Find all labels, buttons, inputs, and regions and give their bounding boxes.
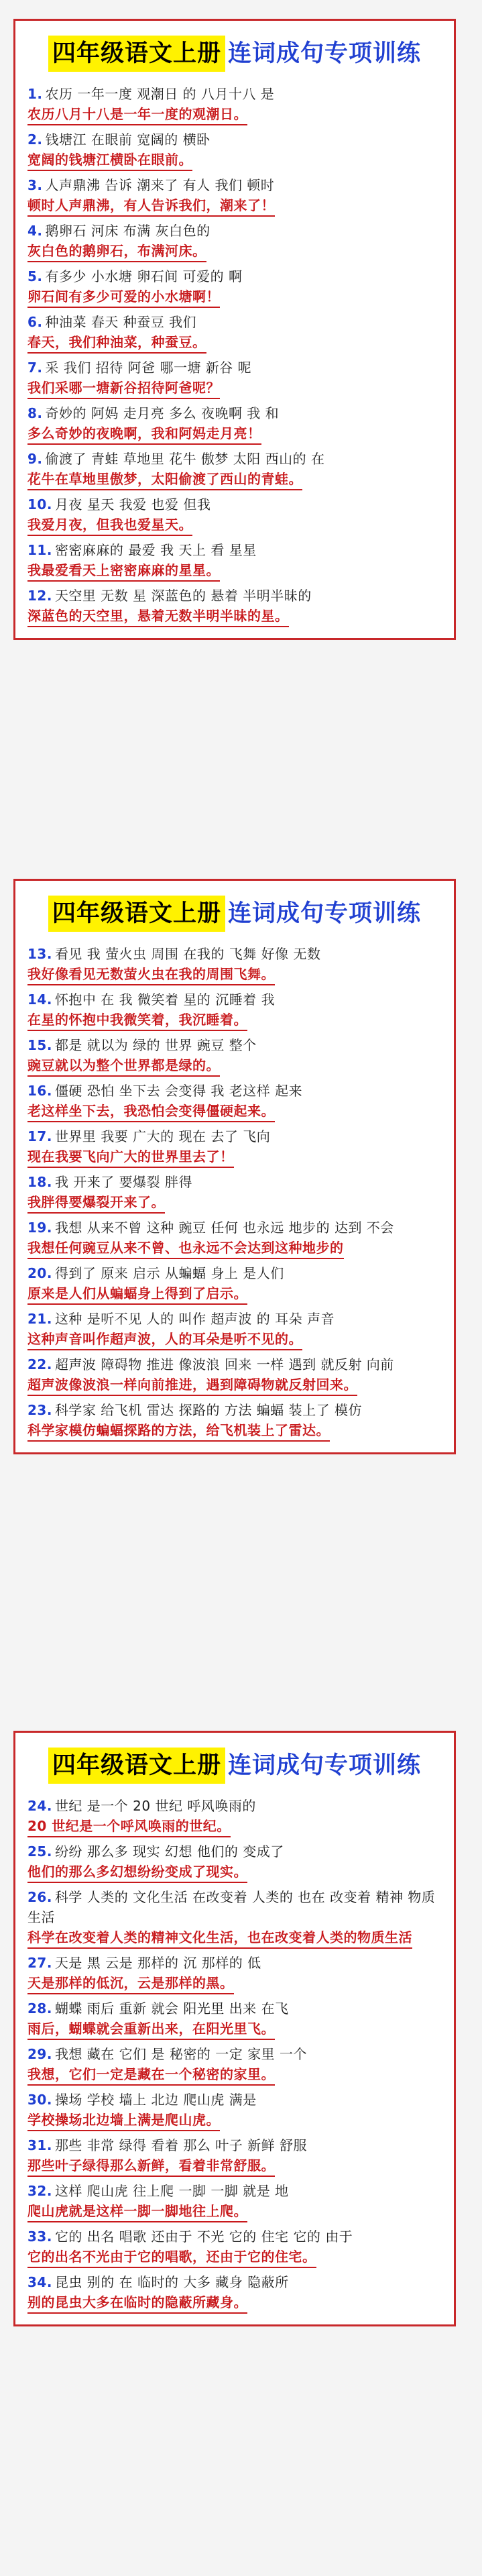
answer-sentence: 我想，它们一定是藏在一个秘密的家里。 (27, 2064, 275, 2086)
worksheet-section (13, 19, 456, 640)
scrambled-words: 世界里 我要 广大的 现在 去了 飞向 (54, 1128, 271, 1144)
word-list (27, 2272, 442, 2292)
worksheet-title (27, 30, 442, 77)
item-number: 1. (27, 86, 43, 102)
item-number: 24. (27, 1798, 52, 1814)
word-list (27, 358, 442, 378)
answer-sentence: 花牛在草地里傲梦，太阳偷渡了西山的青蛙。 (27, 469, 302, 490)
word-list (27, 1354, 442, 1375)
exercise-item (27, 944, 442, 985)
item-number: 33. (27, 2229, 52, 2245)
word-list (27, 1126, 442, 1146)
scrambled-words: 我想 从来不曾 这种 豌豆 任何 也永远 地步的 达到 不会 (54, 1220, 394, 1236)
answer-sentence: 雨后，蝴蝶就会重新出来，在阳光里飞。 (27, 2019, 275, 2040)
worksheet-section (13, 1731, 456, 2326)
answer-sentence: 原来是人们从蝙蝠身上得到了启示。 (27, 1283, 247, 1305)
answer-sentence: 我们采哪一塘新谷招待阿爸呢？ (27, 378, 220, 399)
scrambled-words: 那些 非常 绿得 看着 那么 叶子 新鲜 舒服 (54, 2137, 307, 2153)
answer-sentence: 科学在改变着人类的精神文化生活，也在改变着人类的物质生活 (27, 1927, 412, 1949)
exercise-item (27, 84, 442, 125)
worksheet-section (13, 879, 456, 1454)
word-list (27, 494, 442, 515)
answer-sentence: 别的昆虫大多在临时的隐蔽所藏身。 (27, 2292, 247, 2314)
answer-sentence: 在星的怀抱中我微笑着，我沉睡着。 (27, 1010, 247, 1031)
word-list (27, 1796, 442, 1816)
answer-sentence: 我胖得要爆裂开来了。 (27, 1192, 165, 1214)
scrambled-words: 世纪 是一个 20 世纪 呼风唤雨的 (54, 1798, 256, 1814)
exercise-item (27, 2226, 442, 2268)
answer-sentence: 宽阔的钱塘江横卧在眼前。 (27, 150, 192, 171)
title-grade-highlight: 四年级语文上册 (48, 36, 225, 72)
item-number: 11. (27, 542, 52, 558)
word-list (27, 2090, 442, 2110)
scrambled-words: 怀抱中 在 我 微笑着 星的 沉睡着 我 (54, 991, 276, 1008)
answer-sentence: 爬山虎就是这样一脚一脚地往上爬。 (27, 2201, 247, 2222)
item-number: 4. (27, 223, 43, 239)
scrambled-words: 农历 一年一度 观潮日 的 八月十八 是 (45, 86, 275, 102)
item-number: 8. (27, 405, 43, 421)
scrambled-words: 月夜 星天 我爱 也爱 但我 (54, 496, 211, 513)
scrambled-words: 有多少 小水塘 卵石间 可爱的 啊 (45, 268, 243, 284)
word-list (27, 84, 442, 104)
answer-sentence: 我爱月夜，但我也爱星天。 (27, 515, 192, 536)
item-number: 31. (27, 2137, 52, 2153)
item-number: 12. (27, 588, 52, 604)
word-list (27, 175, 442, 195)
answer-sentence: 现在我要飞向广大的世界里去了！ (27, 1146, 234, 1168)
item-number: 32. (27, 2183, 52, 2199)
scrambled-words: 偷渡了 青蛙 草地里 花牛 傲梦 太阳 西山的 在 (45, 451, 325, 467)
answer-sentence: 20 世纪是一个呼风唤雨的世纪。 (27, 1816, 231, 1837)
word-list (27, 1953, 442, 1973)
answer-sentence: 卵石间有多少可爱的小水塘啊！ (27, 286, 220, 308)
item-number: 17. (27, 1128, 52, 1144)
exercise-item (27, 221, 442, 262)
exercise-item (27, 175, 442, 217)
item-number: 23. (27, 1402, 52, 1418)
scrambled-words: 人声鼎沸 告诉 潮来了 有人 我们 顿时 (45, 177, 275, 193)
word-list (27, 403, 442, 423)
title-grade-highlight: 四年级语文上册 (48, 1748, 225, 1784)
exercise-item (27, 312, 442, 354)
word-list (27, 1841, 442, 1862)
title-grade-highlight: 四年级语文上册 (48, 896, 225, 932)
item-number: 22. (27, 1356, 52, 1373)
answer-sentence: 我最爱看天上密密麻麻的星星。 (27, 560, 220, 582)
scrambled-words: 我想 藏在 它们 是 秘密的 一定 家里 一个 (54, 2046, 307, 2062)
exercise-item (27, 1035, 442, 1077)
answer-sentence: 顿时人声鼎沸，有人告诉我们，潮来了！ (27, 195, 275, 217)
answer-sentence: 豌豆就以为整个世界都是绿的。 (27, 1055, 220, 1077)
word-list (27, 586, 442, 606)
answer-sentence: 灰白色的鹅卵石，布满河床。 (27, 241, 206, 262)
item-number: 19. (27, 1220, 52, 1236)
scrambled-words: 都是 就以为 绿的 世界 豌豆 整个 (54, 1037, 257, 1053)
scrambled-words: 这种 是听不见 人的 叫作 超声波 的 耳朵 声音 (54, 1311, 335, 1327)
exercise-item (27, 2044, 442, 2086)
scrambled-words: 我 开来了 要爆裂 胖得 (54, 1174, 193, 1190)
exercise-item (27, 2272, 442, 2314)
answer-sentence: 这种声音叫作超声波，人的耳朵是听不见的。 (27, 1329, 302, 1350)
item-number: 3. (27, 177, 43, 193)
exercise-item (27, 1841, 442, 1883)
answer-sentence: 那些叶子绿得那么新鲜，看着非常舒服。 (27, 2155, 275, 2177)
exercise-item (27, 989, 442, 1031)
scrambled-words: 鹅卵石 河床 布满 灰白色的 (45, 223, 210, 239)
scrambled-words: 纷纷 那么多 现实 幻想 他们的 变成了 (54, 1843, 284, 1860)
word-list (27, 540, 442, 560)
word-list (27, 1218, 442, 1238)
word-list (27, 449, 442, 469)
answer-sentence: 天是那样的低沉，云是那样的黑。 (27, 1973, 234, 1994)
word-list (27, 1035, 442, 1055)
item-number: 20. (27, 1265, 52, 1281)
answer-sentence: 深蓝色的天空里，悬着无数半明半昧的星。 (27, 606, 289, 627)
exercise-item (27, 2181, 442, 2222)
word-list (27, 1400, 442, 1420)
exercise-item (27, 358, 442, 399)
exercise-item (27, 494, 442, 536)
exercise-item (27, 403, 442, 445)
exercise-item (27, 1263, 442, 1305)
word-list (27, 1263, 442, 1283)
answer-sentence: 老这样坐下去，我恐怕会变得僵硬起来。 (27, 1101, 275, 1122)
scrambled-words: 操场 学校 墙上 北边 爬山虎 满是 (54, 2092, 257, 2108)
exercise-item (27, 1081, 442, 1122)
item-number: 7. (27, 360, 43, 376)
scrambled-words: 它的 出名 唱歌 还由于 不光 它的 住宅 它的 由于 (54, 2229, 353, 2245)
title-topic: 连词成句专项训练 (228, 40, 422, 67)
item-number: 27. (27, 1955, 52, 1971)
scrambled-words: 看见 我 萤火虫 周围 在我的 飞舞 好像 无数 (54, 946, 321, 962)
exercise-item (27, 266, 442, 308)
exercise-item (27, 1796, 442, 1837)
exercise-item (27, 1309, 442, 1350)
title-topic: 连词成句专项训练 (228, 900, 422, 927)
scrambled-words: 超声波 障碍物 推进 像波浪 回来 一样 遇到 就反射 向前 (54, 1356, 394, 1373)
exercise-item (27, 1998, 442, 2040)
worksheet-title (27, 1742, 442, 1789)
answer-sentence: 春天，我们种油菜，种蚕豆。 (27, 332, 206, 354)
answer-sentence: 超声波像波浪一样向前推进，遇到障碍物就反射回来。 (27, 1375, 357, 1396)
scrambled-words: 蝴蝶 雨后 重新 就会 阳光里 出来 在飞 (54, 2000, 289, 2017)
item-number: 21. (27, 1311, 52, 1327)
word-list (27, 2226, 442, 2247)
item-number: 13. (27, 946, 52, 962)
scrambled-words: 这样 爬山虎 往上爬 一脚 一脚 就是 地 (54, 2183, 289, 2199)
scrambled-words: 密密麻麻的 最爱 我 天上 看 星星 (54, 542, 257, 558)
answer-sentence: 学校操场北边墙上满是爬山虎。 (27, 2110, 220, 2131)
answer-sentence: 我好像看见无数萤火虫在我的周围飞舞。 (27, 964, 275, 985)
answer-sentence: 多么奇妙的夜晚啊，我和阿妈走月亮！ (27, 423, 261, 445)
word-list (27, 221, 442, 241)
word-list (27, 944, 442, 964)
scrambled-words: 天空里 无数 星 深蓝色的 悬着 半明半昧的 (54, 588, 312, 604)
item-number: 16. (27, 1083, 52, 1099)
word-list (27, 989, 442, 1010)
exercise-item (27, 129, 442, 171)
exercise-item (27, 1887, 442, 1949)
scrambled-words: 科学 人类的 文化生活 在改变着 人类的 也在 改变着 精神 物质生活 (27, 1889, 436, 1925)
scrambled-words: 科学家 给飞机 雷达 探路的 方法 蝙蝠 装上了 模仿 (54, 1402, 362, 1418)
worksheet-title (27, 890, 442, 937)
item-number: 14. (27, 991, 52, 1008)
word-list (27, 312, 442, 332)
exercise-item (27, 586, 442, 627)
item-number: 6. (27, 314, 43, 330)
word-list (27, 266, 442, 286)
exercise-item (27, 2090, 442, 2131)
exercise-item (27, 1126, 442, 1168)
answer-sentence: 他们的那么多幻想纷纷变成了现实。 (27, 1862, 247, 1883)
exercise-item (27, 1218, 442, 1259)
exercise-item (27, 1172, 442, 1214)
word-list (27, 1309, 442, 1329)
title-topic: 连词成句专项训练 (228, 1752, 422, 1779)
scrambled-words: 奇妙的 阿妈 走月亮 多么 夜晚啊 我 和 (45, 405, 280, 421)
answer-sentence: 我想任何豌豆从来不曾、也永远不会达到这种地步的 (27, 1238, 344, 1259)
item-number: 30. (27, 2092, 52, 2108)
scrambled-words: 得到了 原来 启示 从蝙蝠 身上 是人们 (54, 1265, 284, 1281)
item-number: 28. (27, 2000, 52, 2017)
word-list (27, 129, 442, 150)
exercise-item (27, 1354, 442, 1396)
word-list (27, 1172, 442, 1192)
item-number: 34. (27, 2274, 52, 2290)
answer-sentence: 它的出名不光由于它的唱歌，还由于它的住宅。 (27, 2247, 316, 2268)
exercise-item (27, 449, 442, 490)
item-number: 25. (27, 1843, 52, 1860)
scrambled-words: 钱塘江 在眼前 宽阔的 横卧 (45, 131, 210, 148)
item-number: 26. (27, 1889, 52, 1905)
exercise-item (27, 540, 442, 582)
exercise-item (27, 1400, 442, 1442)
item-number: 2. (27, 131, 43, 148)
word-list (27, 1081, 442, 1101)
item-number: 10. (27, 496, 52, 513)
answer-sentence: 农历八月十八是一年一度的观潮日。 (27, 104, 247, 125)
scrambled-words: 昆虫 别的 在 临时的 大多 藏身 隐蔽所 (54, 2274, 289, 2290)
item-number: 15. (27, 1037, 52, 1053)
answer-sentence: 科学家模仿蝙蝠探路的方法，给飞机装上了雷达。 (27, 1420, 330, 1442)
exercise-item (27, 1953, 442, 1994)
item-number: 29. (27, 2046, 52, 2062)
word-list (27, 1887, 442, 1927)
item-number: 9. (27, 451, 43, 467)
exercise-item (27, 2135, 442, 2177)
scrambled-words: 种油菜 春天 种蚕豆 我们 (45, 314, 197, 330)
scrambled-words: 僵硬 恐怕 坐下去 会变得 我 老这样 起来 (54, 1083, 303, 1099)
word-list (27, 2135, 442, 2155)
word-list (27, 2044, 442, 2064)
scrambled-words: 天是 黑 云是 那样的 沉 那样的 低 (54, 1955, 261, 1971)
scrambled-words: 采 我们 招待 阿爸 哪一塘 新谷 呢 (45, 360, 252, 376)
word-list (27, 1998, 442, 2019)
item-number: 18. (27, 1174, 52, 1190)
item-number: 5. (27, 268, 43, 284)
word-list (27, 2181, 442, 2201)
